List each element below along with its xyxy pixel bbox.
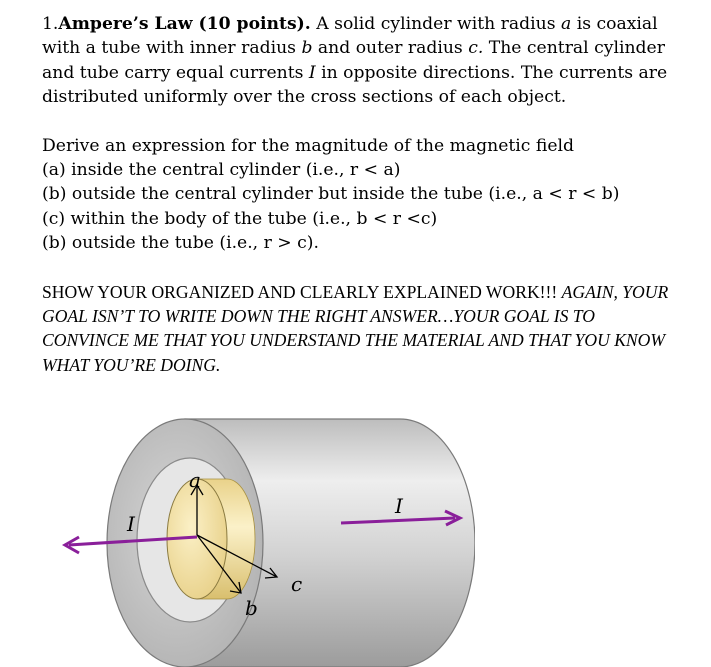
var-b: b [301,38,313,59]
instructions-italic: AGAIN, YOUR GOAL ISN’T TO WRITE DOWN THE RIGHT ANSWER…YOUR GOAL IS TO CONVINCE ME THAT YOU UNDERSTAND THE MATERIAL AND THAT YOU KNOW WHAT YOU’RE DOING. [42,281,669,375]
task-item-b: (b) outside the central cylinder but inside the tube (i.e., a < r < b) [42,184,620,205]
intro-text-2: is coaxial with a tube with inner radius [42,14,658,59]
var-I: I [308,62,316,83]
problem-title: Ampere’s Law (10 points). [58,14,311,34]
label-a: a [189,468,201,492]
problem-statement [42,12,692,110]
task-item-d: (b) outside the tube (i.e., r > c). [42,233,319,254]
var-a: a [560,14,572,34]
instructions [42,280,682,378]
instructions-normal: SHOW YOUR ORGANIZED AND CLEARLY EXPLAINED WORK!!! [42,281,562,302]
problem-number: 1. [42,14,59,34]
label-I-right: I [395,494,403,518]
task-item-a: (a) inside the central cylinder (i.e., r < a) [42,160,401,181]
document [42,12,692,377]
intro-text-4: The central cylinder and tube carry equal currents [42,38,665,83]
intro-text-1: A solid cylinder with radius [310,14,561,34]
intro-text-5: in opposite directions. The currents are distributed uniformly over the cross sections of each object. [42,62,668,108]
label-I-left: I [127,512,135,536]
task-item-c: (c) within the body of the tube (i.e., b < r <c) [42,208,438,229]
coaxial-cable-figure [55,405,475,667]
var-c: c. [468,38,484,59]
task-block [42,134,692,256]
task-lead: Derive an expression for the magnitude of the magnetic field [42,135,574,156]
label-b: b [245,596,258,620]
intro-text-3: and outer radius [312,38,469,59]
label-c: c [291,572,303,596]
